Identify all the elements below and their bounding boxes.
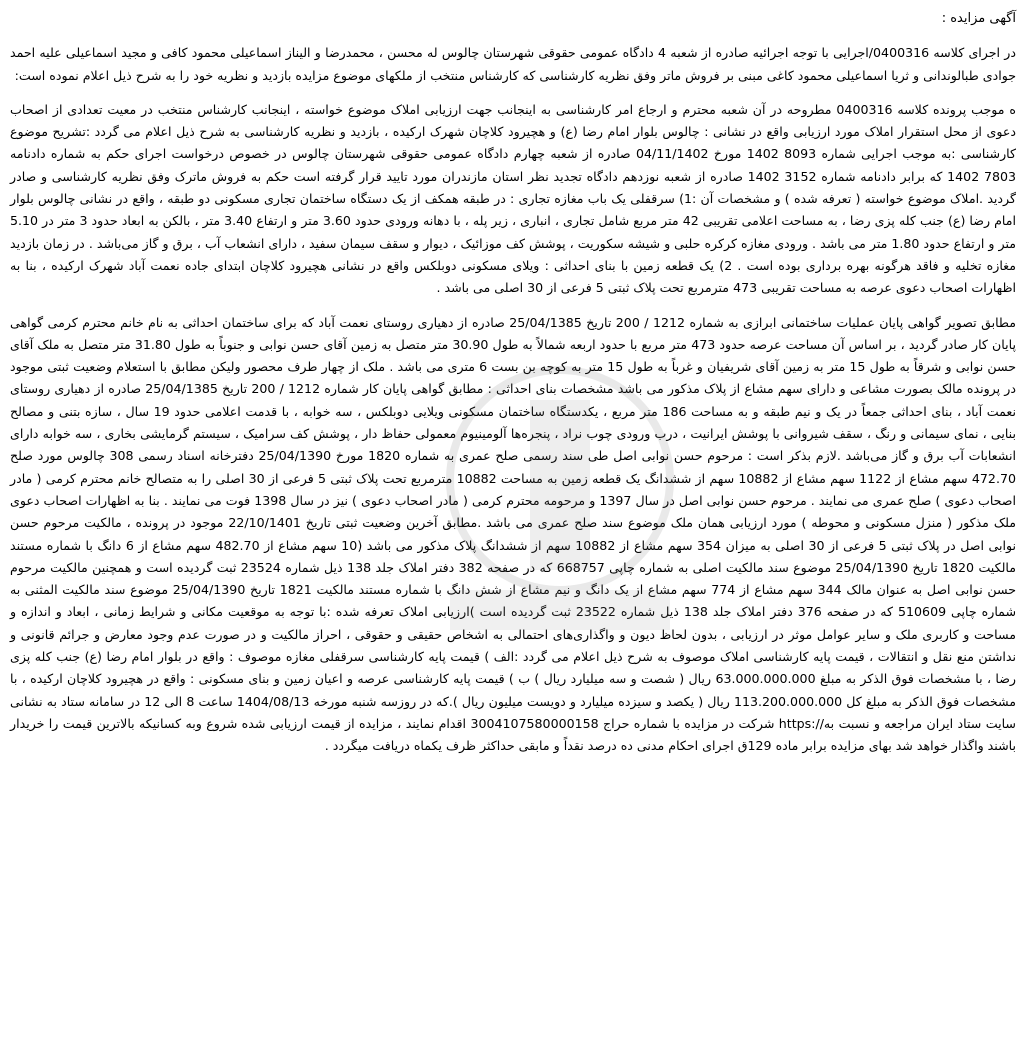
notice-title: آگهی مزایده : — [941, 11, 1016, 26]
valuation-paragraph: مطابق تصویر گواهی پایان عملیات ساختمانی ابرازی به شماره 1212 / 200 تاریخ 25/04/1385 صادره از دهیاری روستای نعمت آباد که برای ساختمان احداثی به نام خانم محترم کرمی گواهی پایان کار صادر گردید ، بر اساس آن مساحت عرصه حدود 473 متر مربع با حدود اربعه شمالاً به طول 30.90 متر متصل به زمین آقای حسن نوابی و جنوباً به طول 31.80 متر متصل به ملک آقای حسن نوابی و شرقاً به طول 15 متر به زمین آقای شریفیان و غرباً به طول 15 متر به کوچه بن بست 6 متری می باشد . ملک از چهار طرف محصور ولیکن مطابق با استعلام وضعیت ثبتی موجود در پرونده مالک بصورت مشاعی و دارای سهم مشاع از پلاک مذکور می باشد مشخصات بنای احداثی : مطابق گواهی پایان کار شماره 1212 / 200 تاریخ 25/04/1385 صادره از دهیاری روستای نعمت آباد ، بنای احداثی جمعاً در یک و نیم طبقه و به مساحت 186 متر مربع ، یکدستگاه ساختمان مسکونی ویلایی دوبلکس ، سه خوابه ، با قدمت اعلامی حدود 19 سال ، سازه بتنی و مصالح بنایی ، نمای سیمانی و رنگ ، سقف شیروانی با پوشش ایرانیت ، درب ورودی چوب نراد ، پنجره‌ها آلومینیوم معمولی حفاظ دار ، پوشش کف سرامیک ، سیستم گرمایشی بخاری ، سه خوابه دارای انشعابات آب برق و گاز می‌باشد .لازم بذکر است : مرحوم حسن نوابی اصل طی سند رسمی صلح عمری به شماره 1820 مورخ 25/04/1390 دفترخانه اسناد رسمی 308 چالوس مورد صلح 472.70 سهم مشاع از 1122 سهم مشاع از 10882 سهم از ششدانگ یک قطعه زمین به مساحت 10882 مترمربع تحت پلاک ثبتی 5 فرعی از 30 اصلی را به متصالح خانم محترم کرمی ( مادر اصحاب دعوی ) صلح عمری می نمایند . مرحوم حسن نوابی اصل در سال 1397 و مرحومه محترم کرمی ( مادر اصحاب دعوی ) نیز در سال 1398 فوت می نمایند . بنا به اظهارات اصحاب دعوی ملک مذکور ( منزل مسکونی و محوطه ) مورد ارزیابی همان ملک موضوع سند صلح عمری می باشد .مطابق آخرین وضعیت ثبتی تاریخ 22/10/1401 موجود در پرونده ، مالکیت مرحوم حسن نوابی اصل در پلاک ثبتی 5 فرعی از 30 اصلی به میزان 354 سهم مشاع از 10882 سهم از ششدانگ پلاک مذکور می باشد (10 سهم مشاع از 482.70 سهم مشاع از 6 دانگ با شماره مستند مالکیت 1820 تاریخ 25/04/1390 موضوع سند مالکیت اصلی به شماره چاپی 668757 که در صفحه 382 دفتر املاک جلد 138 ذیل شماره 23524 ثبت گردیده است و همچنین مالکیت مرحوم حسن نوابی اصل به عنوان مالک 344 سهم مشاع از 774 سهم مشاع از یک دانگ و نیم مشاع از شش دانگ با شماره مستند مالکیت 1821 تاریخ 25/04/1390 موضوع سند مالکیت المثنی به شماره چاپی 510609 که در صفحه 376 دفتر املاک جلد 138 ذیل شماره 23522 ثبت گردیده است )ارزیابی املاک تعرفه شده :با توجه به موقعیت مکانی و شرایط زمانی ، ابعاد و اندازه و مساحت و کاربری ملک و سایر عوامل موثر در ارزیابی ، بدون لحاظ دیون و واگذاری‌های احتمالی به اشخاص حقیقی و حقوقی ، احراز مالکیت و در صورت عدم وجود معارض و جرائم قانونی و نداشتن منع نقل و انتقالات ، قیمت پایه کارشناسی املاک موصوف به شرح ذیل اعلام می گردد :الف ) قیمت پایه کارشناسی سرقفلی مغازه موصوف : واقع در بلوار امام رضا (ع) جنب کله پزی رضا ، با مشخصات فوق الذکر به مبلغ 63.000.000.000 ریال ( شصت و سه میلیارد ریال ) ب ) قیمت پایه کارشناسی عرصه و اعیان زمین و بنای مسکونی : واقع در هچیرود کلاچان ارکیده ، با مشخصات فوق الذکر به مبلغ کل 113.200.000.000 ریال ( یکصد و سیزده میلیارد و دویست میلیون ریال ).که در روزسه شنبه مورخه 1404/08/13 ساعت 8 الی 12 در سامانه ستاد به نشانی سایت ستاد ایران مراجعه و نسبت به//:https شرکت در مزایده با شماره حراج 3004107580000158 اقدام نمایند ، مزایده از قیمت ارزیابی شده شروع وبه کسانیکه بالاترین قیمت را خریدار باشند واگذار خواهد شد بهای مزایده برابر ماده 129ق اجرای احکام مدنی ده درصد نقداً و مابقی حداکثر ظرف یکماه دریافت میگردد . — [10, 314, 1017, 754]
intro-paragraph: در اجرای کلاسه 0400316/اجرایی با توجه اجرائیه صادره از شعبه 4 دادگاه عمومی حقوقی شهرستان چالوس له محسن ، محمدرضا و الیناز اسماعیلی محمود کافی و مجید اسماعیلی علیه احمد جوادی طبالوندانی و ثریا اسماعیلی محمود کاغی مبنی بر فروش ماتر وفق نظریه کارشناسی که کارشناس منتخب از ملکهای موضوع مزایده بازدید و نظریه خود را به شرح ذیل اعلام نموده است: — [10, 45, 1016, 83]
property-description-paragraph: ه موجب پرونده کلاسه 0400316 مطروحه در آن شعبه محترم و ارجاع امر کارشناسی به اینجانب جهت ارزیابی املاک موضوع خواسته ، اینجانب کارشناس منتخب در معیت تعدادی از اصحاب دعوی از محل استقرار املاک مورد ارزیابی واقع در نشانی : چالوس بلوار امام رضا (ع) و هچیرود کلاچان شهرک ارکیده ، بازدید و نظریه کارشناسی به شرح ذیل اعلام می گردد :تشریح موضوع کارشناسی :به موجب اجرایی شماره 8093 1402 مورخ 04/11/1402 صادره از شعبه چهارم دادگاه عمومی حقوقی شهرستان چالوس در خصوص درخواست اجرای حکم به شماره دادنامه 7803 1402 که برابر دادنامه شماره 3152 1402 صادره از شعبه نوزدهم دادگاه تجدید نظر استان مازندران مورد تایید قرار گرفته است حکم به فروش ماترک وفق نظریه کارشناسی و صادر گردید .املاک موضوع خواسته ( تعرفه شده ) و مشخصات آن :1) سرقفلی یک باب مغازه تجاری : در طبقه همکف از یک دستگاه ساختمان تجاری مسکونی دو طبقه ، واقع در نشانی چالوس بلوار امام رضا (ع) جنب کله پزی رضا ، به مساحت اعلامی تقریبی 42 متر مربع شامل تجاری ، انباری ، زیر پله ، با دهانه ورودی حدود 3.60 متر و ارتفاع 3.40 متر ، بالکن به ابعاد حدود 3 متر در 5.10 متر و ارتفاع حدود 1.80 متر می باشد . ورودی مغازه کرکره حلبی و شیشه سکوریت ، پوشش کف موزائیک ، دیوار و سقف سیمان سفید ، دارای انشعاب آب ، برق و گاز می‌باشد . در زمان بازدید مغازه تخلیه و فاقد هرگونه بهره برداری بوده است . 2) یک قطعه زمین با بنای احداثی : ویلای مسکونی دوبلکس واقع در نشانی هچیرود کلاچان ابتدای جاده نعمت آباد شهرک ارکیده ، بنا به اظهارات اصحاب دعوی عرصه به مساحت تقریبی 473 مترمربع تحت پلاک ثبتی 5 فرعی از 30 اصلی می باشد . — [10, 101, 1017, 296]
